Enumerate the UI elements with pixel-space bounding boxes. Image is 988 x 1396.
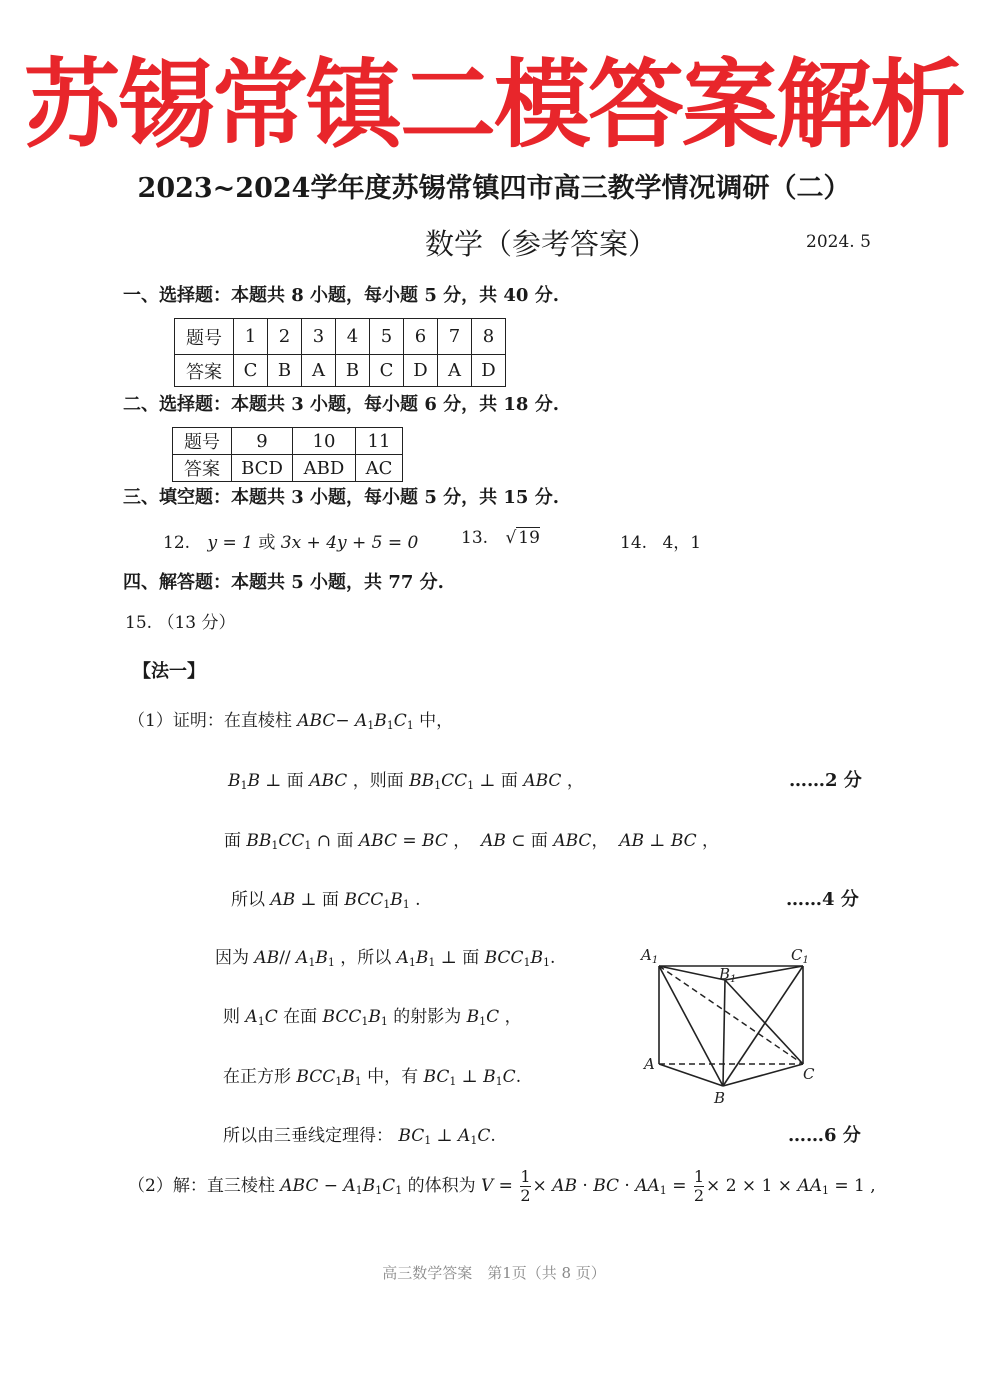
score-mark-4: ……4 分 bbox=[786, 889, 859, 910]
edge-b1c1 bbox=[725, 966, 803, 980]
table-cell: 1 bbox=[234, 319, 268, 355]
proof-line-8: 所以由三垂线定理得： $BC_1$ ⊥ $A_1C$. bbox=[223, 1126, 496, 1147]
proof-line-1: （1）证明：在直棱柱 $ABC- A_1B_1C_1$ 中， bbox=[128, 711, 454, 732]
q12-or: 或 bbox=[258, 533, 276, 553]
table-cell: BCD bbox=[232, 455, 293, 482]
score-mark-2: ……2 分 bbox=[789, 770, 862, 791]
table-cell: D bbox=[404, 355, 438, 387]
table-cell: B bbox=[268, 355, 302, 387]
proof-line-3: 面 $BB_1CC_1$ ∩ 面 ABC = BC ， AB ⊂ 面 ABC， AB ⊥ BC ， bbox=[224, 831, 720, 852]
label-a: A bbox=[644, 1055, 655, 1073]
edge-b1b bbox=[723, 980, 725, 1086]
label-c: C bbox=[803, 1065, 815, 1083]
table-cell: ABD bbox=[293, 455, 356, 482]
table-cell: 2 bbox=[268, 319, 302, 355]
table-cell: C bbox=[370, 355, 404, 387]
row-label: 题号 bbox=[175, 319, 234, 355]
prism-figure bbox=[635, 940, 825, 1110]
proof-line-7: 在正方形 $BCC_1B_1$ 中，有 $BC_1$ ⊥ $B_1C$. bbox=[223, 1067, 522, 1088]
q14-answer bbox=[620, 528, 701, 553]
table-cell: 5 bbox=[370, 319, 404, 355]
row-label: 题号 bbox=[173, 428, 232, 455]
label-b1: $B_1$ bbox=[719, 965, 737, 985]
table-cell: AC bbox=[356, 455, 403, 482]
page-subtitle: 数学（参考答案） bbox=[425, 227, 658, 261]
table-cell: 6 bbox=[404, 319, 438, 355]
answer-table-2 bbox=[172, 427, 403, 482]
table-cell: 9 bbox=[232, 428, 293, 455]
sqrt-icon: √ bbox=[505, 528, 517, 548]
proof-line-4: 所以 AB ⊥ 面 $BCC_1B_1$ . bbox=[231, 890, 421, 911]
table-cell: D bbox=[472, 355, 506, 387]
q13-answer bbox=[461, 528, 540, 548]
q13-value: 19 bbox=[518, 528, 540, 548]
table-cell: B bbox=[336, 355, 370, 387]
row-label: 答案 bbox=[175, 355, 234, 387]
page-title: 2023~2024学年度苏锡常镇四市高三教学情况调研（二） bbox=[137, 173, 851, 204]
q12-answer-a: y = 1 bbox=[207, 533, 253, 553]
proof-line-9: （2）解：直三棱柱 ABC − $A_1B_1C_1$ 的体积为 V = $\frac{1}{2}$ × AB · BC · $AA_1$ = $\frac{1}{2}$ × $2 \times 1 \times AA_1 = 1$ , bbox=[128, 1167, 876, 1205]
proof-line-6: 则 $A_1C$ 在面 $BCC_1B_1$ 的射影为 $B_1C$ ， bbox=[223, 1007, 522, 1028]
proof-line-5: 因为 AB// $A_1B_1$ ，所以 $A_1B_1$ ⊥ 面 $BCC_1B_1$. bbox=[215, 948, 556, 969]
table-cell: 4 bbox=[336, 319, 370, 355]
q14-label: 14. bbox=[620, 533, 648, 553]
answer-table-1 bbox=[174, 318, 506, 387]
table-cell: 3 bbox=[302, 319, 336, 355]
table-cell: A bbox=[302, 355, 336, 387]
method-label: 【法一】 bbox=[133, 661, 205, 682]
banner-title: 苏锡常镇二模答案解析 bbox=[24, 49, 964, 161]
section4-heading: 四、解答题：本题共 5 小题，共 77 分. bbox=[123, 572, 444, 593]
q15-label: 15. （13 分） bbox=[125, 613, 236, 633]
table-cell: A bbox=[438, 355, 472, 387]
label-c1: $C_1$ bbox=[791, 946, 809, 966]
section1-heading: 一、选择题：本题共 8 小题，每小题 5 分，共 40 分. bbox=[123, 285, 559, 306]
q12-label: 12. bbox=[163, 533, 191, 553]
score-mark-6: ……6 分 bbox=[788, 1125, 861, 1146]
q12-answer-b: 3x + 4y + 5 = 0 bbox=[280, 533, 419, 553]
row-label: 答案 bbox=[173, 455, 232, 482]
page-footer: 高三数学答案 第1页（共 8 页） bbox=[382, 1264, 606, 1282]
table-cell: 7 bbox=[438, 319, 472, 355]
section3-heading: 三、填空题：本题共 3 小题，每小题 5 分，共 15 分. bbox=[123, 487, 559, 508]
q14-value: 4，1 bbox=[662, 533, 702, 553]
table-cell: 11 bbox=[356, 428, 403, 455]
date: 2024. 5 bbox=[806, 232, 871, 252]
label-b: B bbox=[714, 1089, 726, 1107]
table-cell: C bbox=[234, 355, 268, 387]
label-a1: $A_1$ bbox=[641, 946, 659, 966]
q12-answer bbox=[163, 528, 418, 553]
q13-label: 13. bbox=[461, 528, 489, 548]
section2-heading: 二、选择题：本题共 3 小题，每小题 6 分，共 18 分. bbox=[123, 394, 559, 415]
table-cell: 10 bbox=[293, 428, 356, 455]
table-cell: 8 bbox=[472, 319, 506, 355]
diag-b1c bbox=[725, 980, 803, 1064]
proof-line-2: $B_1B$ ⊥ 面 ABC ，则面 $BB_1CC_1$ ⊥ 面 ABC ， bbox=[228, 771, 584, 792]
